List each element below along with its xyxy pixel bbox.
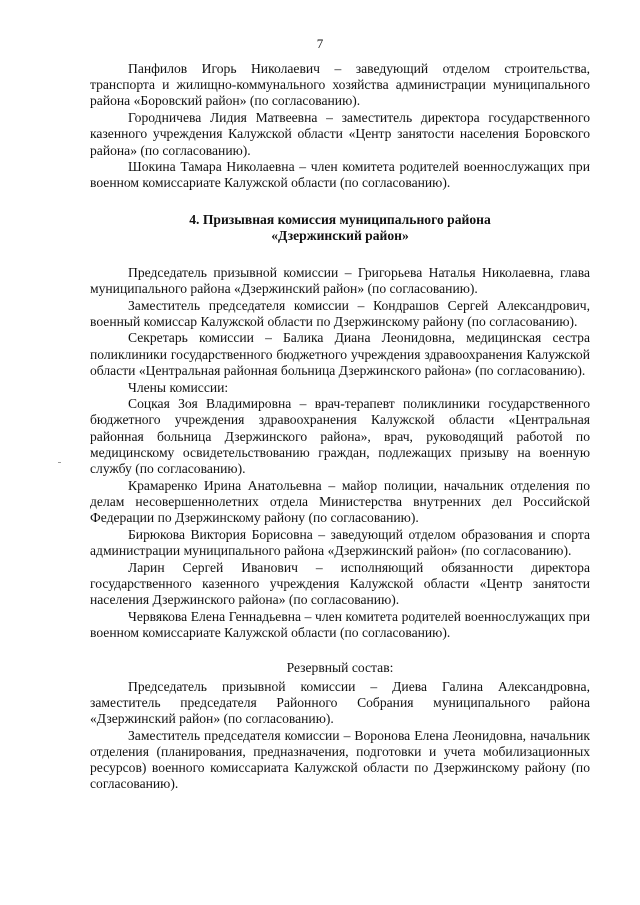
page-number: 7 xyxy=(316,36,324,51)
paragraph-member-chervyakova: Червякова Елена Геннадьевна – член комитета родителей военнослужащих при военном комиссариате Калужской области (по согласованию). xyxy=(90,608,590,641)
paragraph-deputy-chairman: Заместитель председателя комиссии – Кондрашов Сергей Александрович, военный комиссар Калужской области по Дзержинскому району (по согласованию). xyxy=(90,297,590,329)
members-label: Члены комиссии: xyxy=(128,379,229,395)
section-title-line-1: 4. Призывная комиссия муниципального района xyxy=(189,211,491,227)
paragraph-secretary: Секретарь комиссии – Балика Диана Леонидовна, медицинская сестра поликлиники государственного бюджетного учреждения здравоохранения Калужской области «Центральная районная больница Дзержинского района» (по согласованию). xyxy=(90,330,590,378)
paragraph-member-larin: Ларин Сергей Иванович – исполняющий обязанности директора государственного казенного учреждения Калужской области «Центр занятости населения Дзержинского района» (по согласованию). xyxy=(90,559,590,608)
paragraph-member-sotskaya: Соцкая Зоя Владимировна – врач-терапевт поликлиники государственного бюджетного учреждения здравоохранения Калужской области «Центральная районная больница Дзержинского района», врач, руководящий работой по медицинскому освидетельствованию граждан, подлежащих призыву на военную службу (по согласованию). xyxy=(90,396,590,477)
paragraph-reserve-deputy: Заместитель председателя комиссии – Воронова Елена Леонидовна, начальник отделения (планирования, предназначения, подготовки и учета мобилизационных ресурсов) военного комиссариата Калужской области по Дзержинскому району (по согласованию). xyxy=(90,727,590,792)
section-title xyxy=(90,212,590,244)
margin-mark xyxy=(58,462,61,463)
document-body xyxy=(90,61,590,793)
paragraph-panfilov: Панфилов Игорь Николаевич – заведующий отделом строительства, транспорта и жилищно-коммунального хозяйства администрации муниципального района «Боровский район» (по согласованию). xyxy=(90,61,590,109)
paragraph-gorodnicheva: Городничева Лидия Матвеевна – заместитель директора государственного казенного учреждения Калужской области «Центр занятости населения Боровского района» (по согласованию). xyxy=(90,110,590,158)
reserve-title: Резервный состав: xyxy=(286,660,394,676)
paragraph-reserve-chairman: Председатель призывной комиссии – Диева Галина Александровна, заместитель председателя Районного Собрания муниципального района «Дзержинский район» (по согласованию). xyxy=(90,678,590,726)
paragraph-chairman: Председатель призывной комиссии – Григорьева Наталья Николаевна, глава муниципального района «Дзержинский район» (по согласованию). xyxy=(90,264,590,296)
paragraph-shokina: Шокина Тамара Николаевна – член комитета родителей военнослужащих при военном комиссариате Калужской области (по согласованию). xyxy=(90,159,590,191)
paragraph-member-biryukova: Бирюкова Виктория Борисовна – заведующий отделом образования и спорта администрации муниципального района «Дзержинский район» (по согласованию). xyxy=(90,526,590,559)
paragraph-member-kramarenko: Крамаренко Ирина Анатольевна – майор полиции, начальник отделения по делам несовершеннолетних отдела Министерства внутренних дел Российской Федерации по Дзержинскому району (по согласованию). xyxy=(90,477,590,526)
section-title-line-2: «Дзержинский район» xyxy=(271,227,409,243)
